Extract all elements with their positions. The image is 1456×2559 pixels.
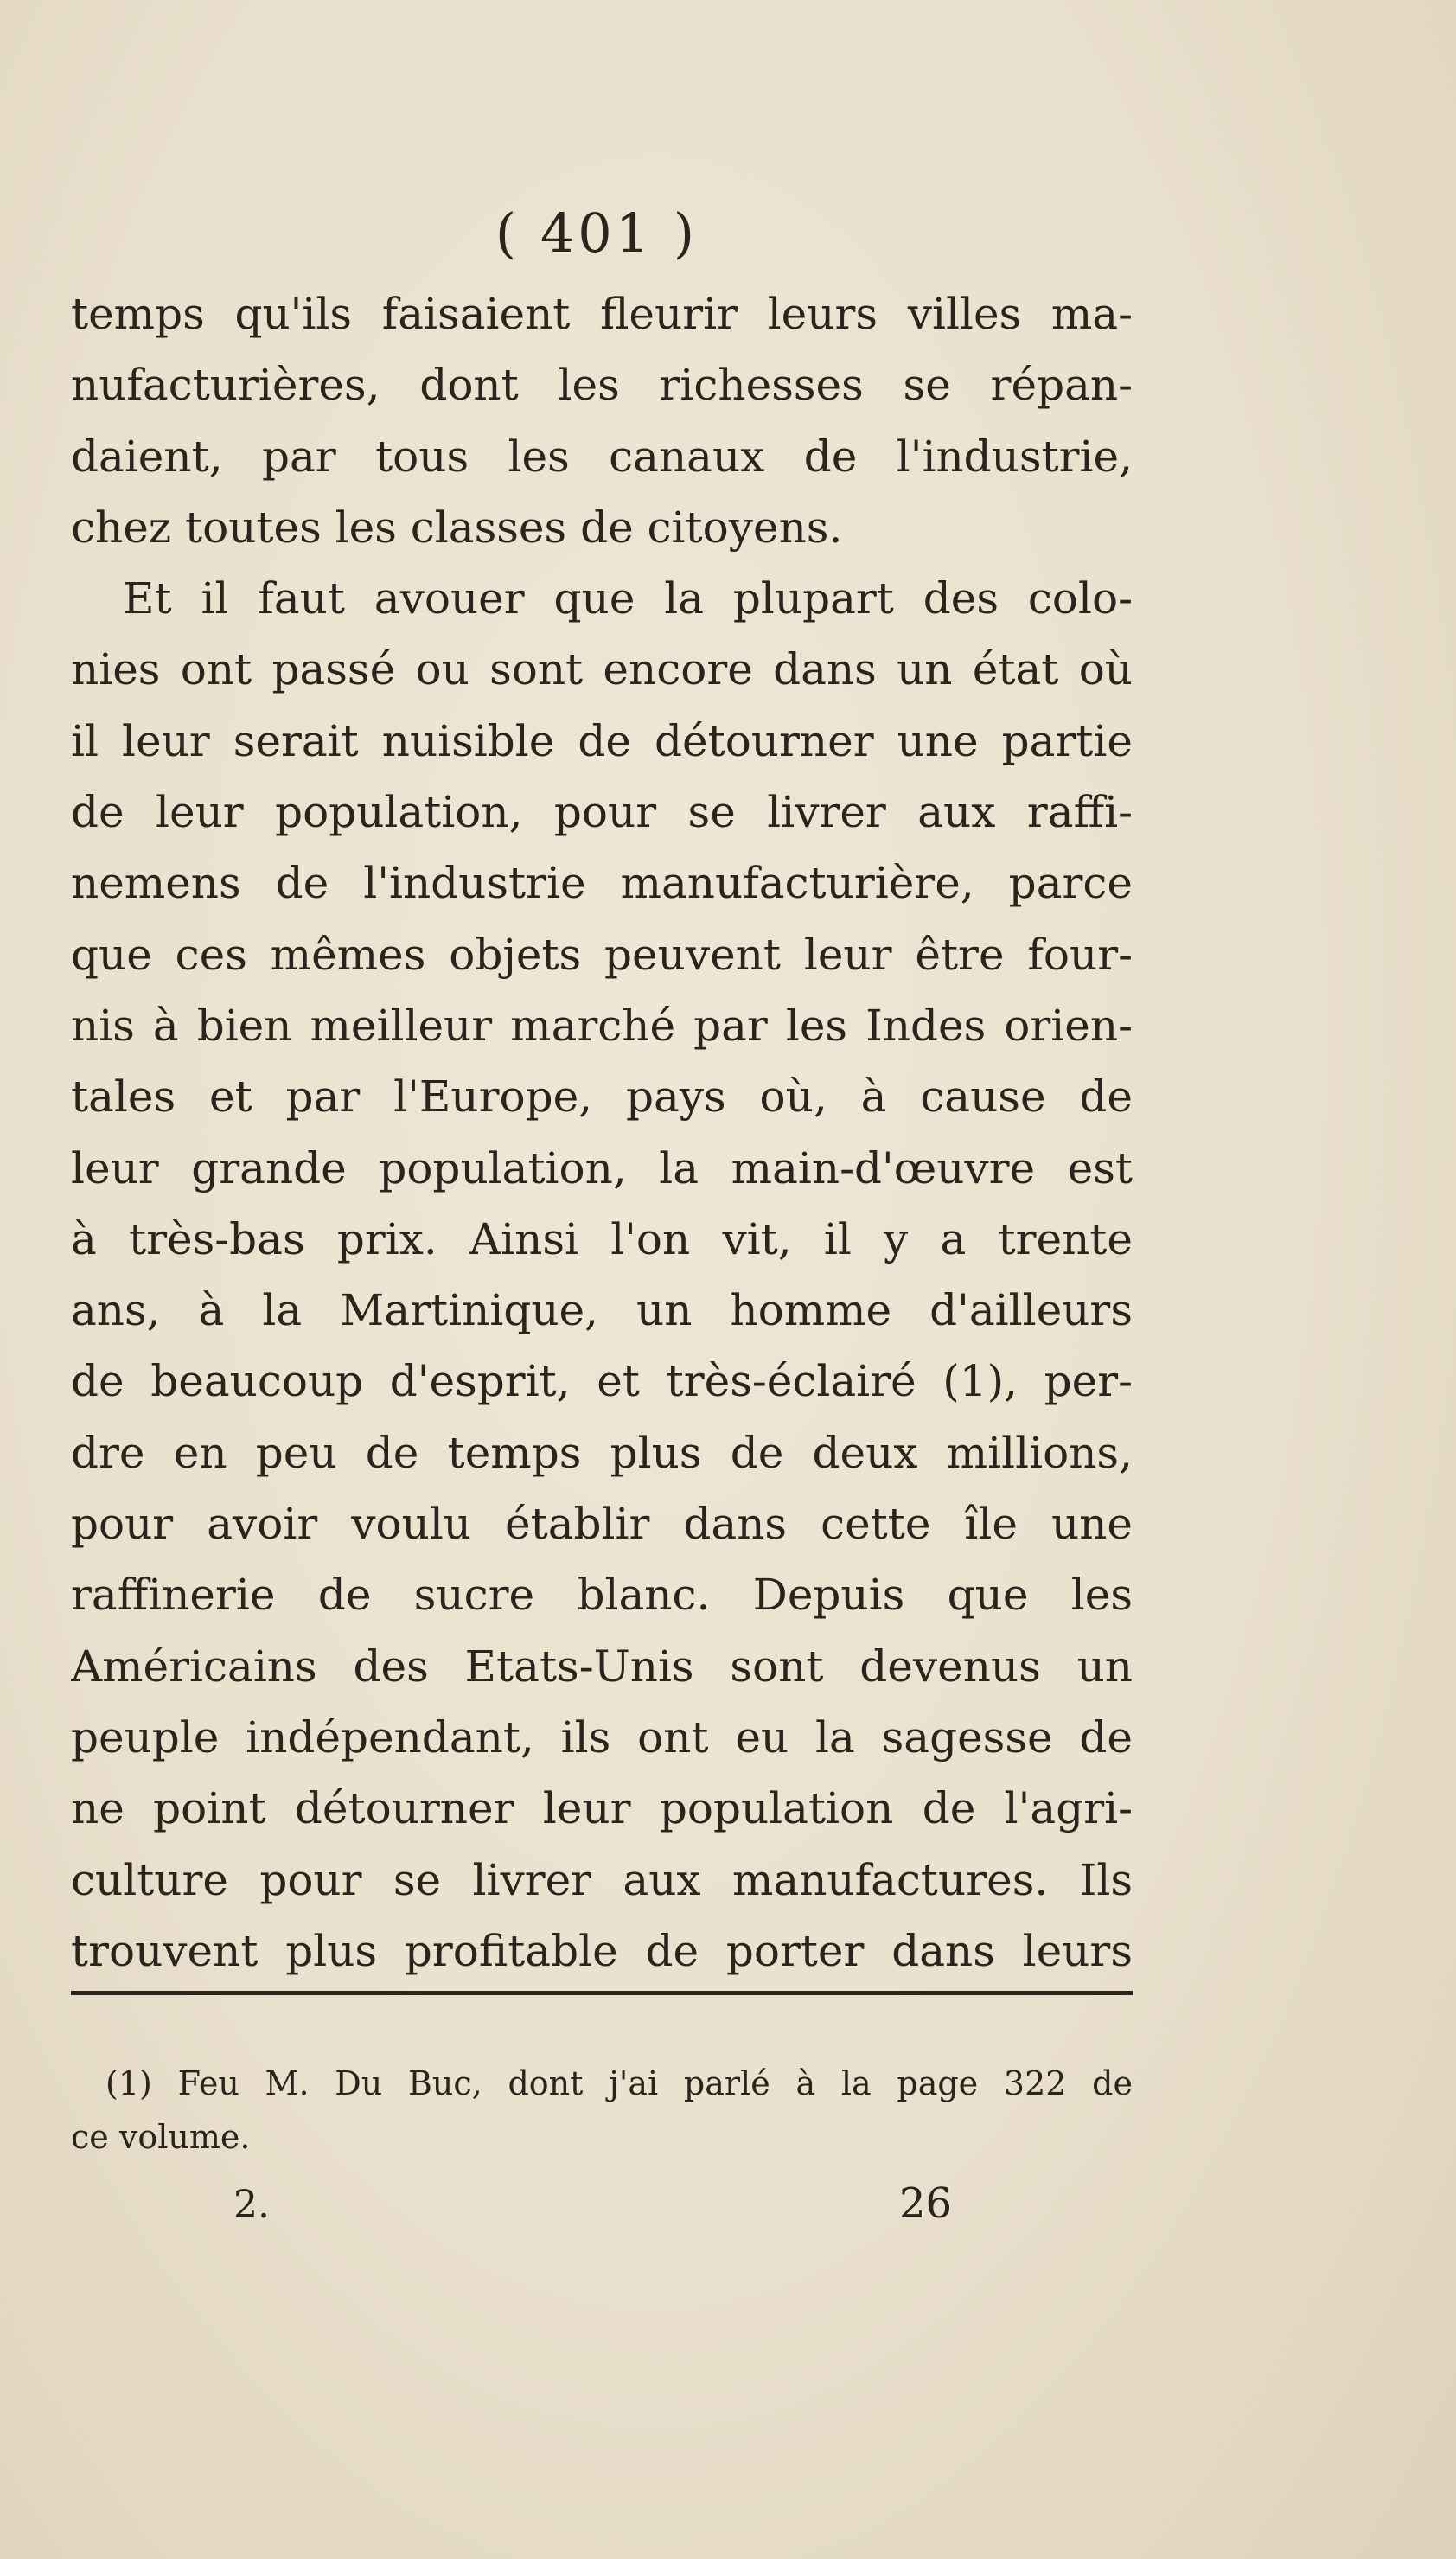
page-number: ( 401 ) <box>495 202 699 265</box>
text-line: ans, à la Martinique, un homme d'ailleurs <box>71 1285 1133 1336</box>
text-line: raffinerie de sucre blanc. Depuis que les <box>71 1570 1133 1621</box>
text-line: nis à bien meilleur marché par les Indes orien- <box>71 1000 1133 1051</box>
text-line: nemens de l'industrie manufacturière, parce <box>71 858 1133 909</box>
footnote-line: ce volume. <box>71 2118 251 2156</box>
footnote <box>71 2057 1133 2164</box>
signature-mark: 2. <box>233 2183 270 2227</box>
text-line: il leur serait nuisible de détourner une partie <box>71 715 1133 766</box>
text-line: que ces mêmes objets peuvent leur être four- <box>71 929 1133 980</box>
text-line: peuple indépendant, ils ont eu la sagesse de <box>71 1711 1133 1763</box>
text-line: nufacturières, dont les richesses se répan- <box>71 360 1133 411</box>
text-line: chez toutes les classes de citoyens. <box>71 502 843 553</box>
text-line: ne point détourner leur population de l'agri- <box>71 1783 1133 1834</box>
text-line: tales et par l'Europe, pays où, à cause de <box>71 1072 1133 1123</box>
text-line: de beaucoup d'esprit, et très-éclairé (1), per- <box>71 1356 1133 1407</box>
footnote-divider <box>71 1991 1133 1995</box>
sheet-number: 26 <box>899 2179 953 2228</box>
text-line: culture pour se livrer aux manufactures. Ils <box>71 1854 1133 1905</box>
text-line: nies ont passé ou sont encore dans un état où <box>71 644 1133 695</box>
text-line: daient, par tous les canaux de l'industrie, <box>71 431 1133 482</box>
text-line: de leur population, pour se livrer aux raffi- <box>71 787 1133 838</box>
text-line: temps qu'ils faisaient fleurir leurs villes ma- <box>71 289 1133 339</box>
text-line: trouvent plus profitable de porter dans leurs <box>71 1925 1133 1976</box>
body-text <box>71 278 1133 1986</box>
text-line: pour avoir voulu établir dans cette île une <box>71 1499 1133 1550</box>
text-line: à très-bas prix. Ainsi l'on vit, il y a trente <box>71 1213 1133 1264</box>
text-line: Et il faut avouer que la plupart des colo- <box>123 573 1133 624</box>
footnote-line: (1) Feu M. Du Buc, dont j'ai parlé à la page 322 de <box>105 2064 1133 2102</box>
text-line: dre en peu de temps plus de deux millions, <box>71 1427 1133 1478</box>
text-line: leur grande population, la main-d'œuvre est <box>71 1142 1133 1193</box>
text-line: Américains des Etats-Unis sont devenus un <box>71 1641 1133 1692</box>
